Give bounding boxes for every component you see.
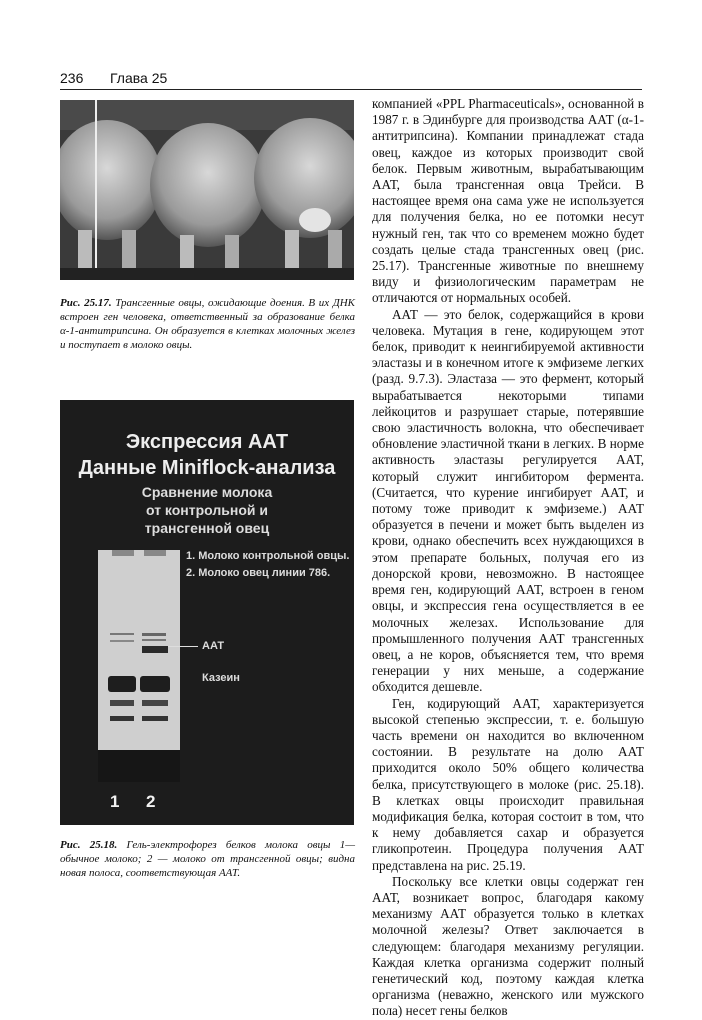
figure-subtitle-line2: от контрольной и [145,502,268,518]
aat-pointer-line [168,646,198,647]
caption-text: Гель-электрофорез белков молока овцы 1— обычное молоко; 2 — молоко от трансгенной овцы; видна новая полоса, соответствующая ААТ. [60,839,355,879]
figure-25-18-caption [60,838,355,880]
paragraph-3: Ген, кодирующий ААТ, характеризуется высокой степенью экспрессии, т. е. большую часть времени он находится во включенном состоянии. В результате на долю ААТ приходится около 50% общего количества белка, присутствующего в молоке (рис. 25.18). В клетках овцы происходит правильная модификация белка, которая состоит в том, что к нему добавляется сахар и образуется гликопротеин. Процедура получения ААТ представлена на рис. 25.19. [372,695,644,873]
body-text-column [372,96,644,1020]
paragraph-2: ААТ — это белок, содержащийся в крови человека. Мутация в гене, кодирующем этот белок, приводит к неингибируемой активности эластазы и в конечном итоге к эмфиземе легких (разд. 9.7.3). Эластаза — это фермент, который вырабатывается некоторыми типами лейкоцитов и разрушает старые, потерявшие свою эластичность волокна, что обеспечивает обновление эластичной ткани в легких. В норме активность эластазы регулируется ААТ, который служит ингибитором фермента. (Считается, что курение ингибирует ААТ, и потому тоже приводит к эмфиземе.) ААТ образуется в печени и может быть выделен из крови, однако обеспечить всех нуждающихся в этом препарате больных, получая его из донорской крови, невозможно. В настоящее время ген, кодирующий ААТ, встроен в геном овцы, и экспрессия гена осуществляется в ее молочных железах. Использование для промышленного получения ААТ трансгенных овец, а не коров, объясняется тем, что время генерации у них меньше, а содержание обходится дешевле. [372,306,644,695]
running-header [60,70,640,90]
caption-label: Рис. 25.18. [60,839,118,851]
paragraph-4: Поскольку все клетки овцы содержат ген ААТ, возникает вопрос, благодаря какому механизму ААТ образуется только в клетках молочной железы? Ответ заключается в следующем: благодаря механизму регуляции. Каждая клетка организма содержит полный генетический код, поэтому каждая клетка организма (неважно, женского или мужского пола) несет гены белков [372,873,644,1019]
paragraph-1: компанией «PPL Pharmaceuticals», основанной в 1987 г. в Эдинбурге для производства ААТ (α-1-антитрипсина). Компании принадлежат стада овец, каждое из которых производит свой белок. Первым животным, вырабатывающим ААТ, была трансгенная овца Трейси. В настоящее время она сама уже не используется для получения белка, но ее потомки несут нужный ген, так что со временем можно будет создать целые стада трансгенных овец (рис. 25.17). Трансгенные животные по внешнему виду и физиологическим параметрам не отличаются от нормальных особей. [372,96,644,306]
caption-label: Рис. 25.17. [60,297,112,309]
sheep-photo-image [60,100,354,280]
sheep-photo [60,100,354,280]
figure-subtitle-line3: трансгенной овец [144,520,270,536]
figure-title-line1: Экспрессия ААТ [125,431,289,453]
gel-bands [98,550,180,782]
lane-1-label: 1 [110,792,120,811]
aat-band-label: ААТ [202,640,225,652]
gel-electrophoresis-figure [60,400,354,825]
lane-2-label: 2 [146,792,156,811]
figure-25-17-caption [60,296,355,352]
casein-band-label: Казеин [202,672,240,684]
figure-subtitle-line1: Сравнение молока [141,484,273,500]
legend-item-1: 1. Молоко контрольной овцы. [186,550,350,562]
gel-image [98,550,180,782]
figure-title-line2: Данные Miniflock-анализа [78,457,336,479]
header-rule [60,89,642,90]
chapter-title: Глава 25 [110,70,168,86]
legend-item-2: 2. Молоко овец линии 786. [186,567,331,579]
page-number: 236 [60,70,84,86]
caption-text: Трансгенные овцы, ожидающие доения. В их ДНК встроен ген человека, ответственный за образование белка α-1-антитрипсина. Он образуется в клетках молочных желез и поступает в молоко овцы. [60,297,355,351]
